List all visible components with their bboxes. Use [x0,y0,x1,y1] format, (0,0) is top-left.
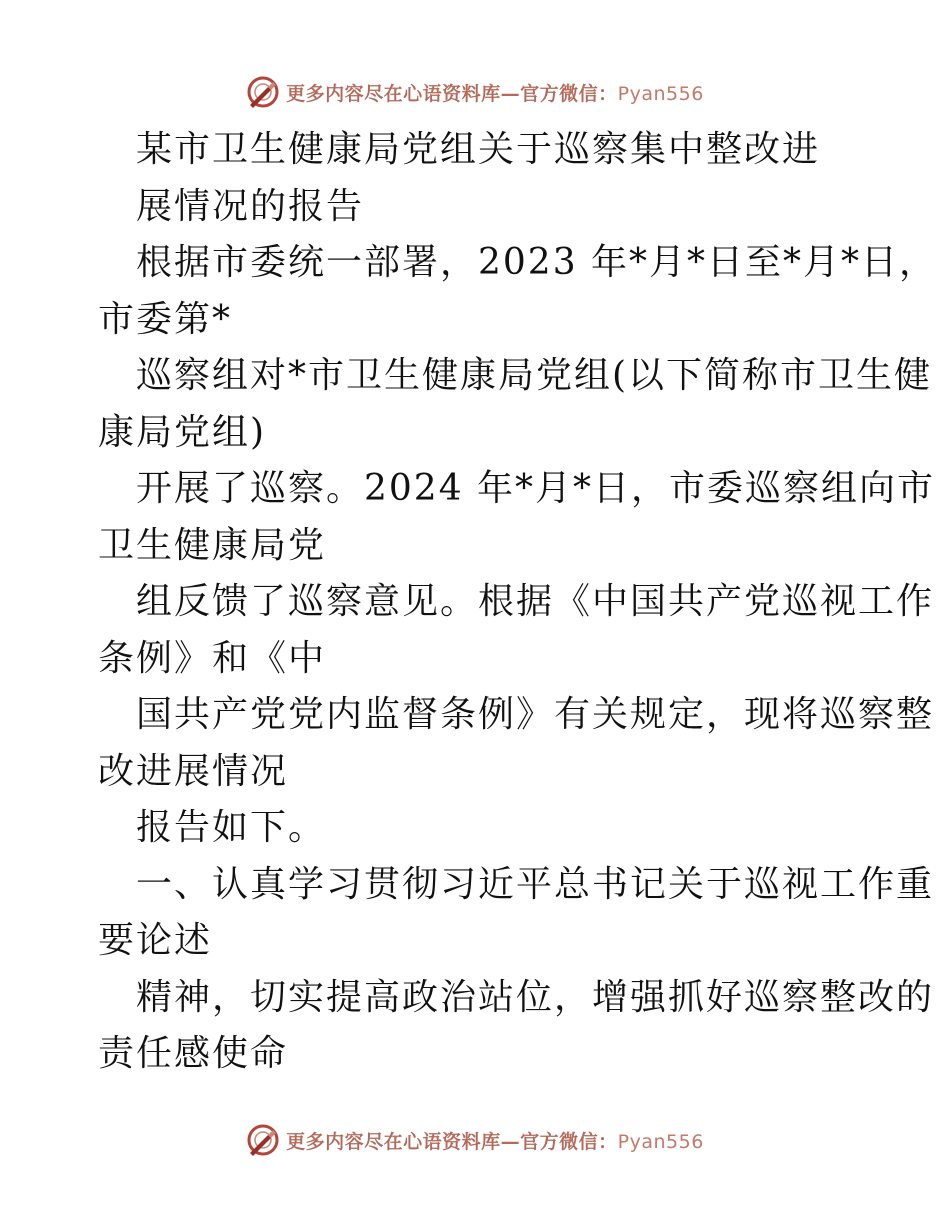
text-line: 报告如下。 [136,807,327,848]
pen-circle-logo-icon [246,75,280,109]
pen-circle-logo-icon [246,1123,280,1157]
text-line: 根据市委统一部署，2023 年*月*日至*月*日， [136,242,938,283]
text-line: 展情况的报告 [136,185,365,227]
watermark-text: 更多内容尽在心语资料库—官方微信：Pyan556 [286,1130,704,1153]
text-line: 改进展情况 [98,750,289,792]
text-line: 卫生健康局党 [98,524,327,566]
text-line: 某市卫生健康局党组关于巡察集中整改进 [136,129,821,170]
watermark-text: 更多内容尽在心语资料库—官方微信：Pyan556 [286,82,704,105]
text-line: 康局党组) [98,411,267,453]
text-line: 条例》和《中 [98,637,327,679]
document-body [98,122,938,1083]
text-line: 一、认真学习贯彻习近平总书记关于巡视工作重 [136,863,935,905]
text-line: 国共产党党内监督条例》有关规定，现将巡察整 [136,694,935,735]
header-watermark [0,72,950,112]
text-line: 要论述 [98,920,213,961]
footer-watermark [0,1120,950,1160]
text-line: 市委第* [98,298,233,340]
text-line: 责任感使命 [98,1033,289,1074]
text-line: 巡察组对*市卫生健康局党组(以下简称市卫生健 [136,355,933,396]
text-line: 开展了巡察。2024 年*月*日，市委巡察组向市 [136,468,936,509]
text-line: 精神，切实提高政治站位，增强抓好巡察整改的 [136,976,935,1018]
text-line: 组反馈了巡察意见。根据《中国共产党巡视工作 [136,581,935,622]
